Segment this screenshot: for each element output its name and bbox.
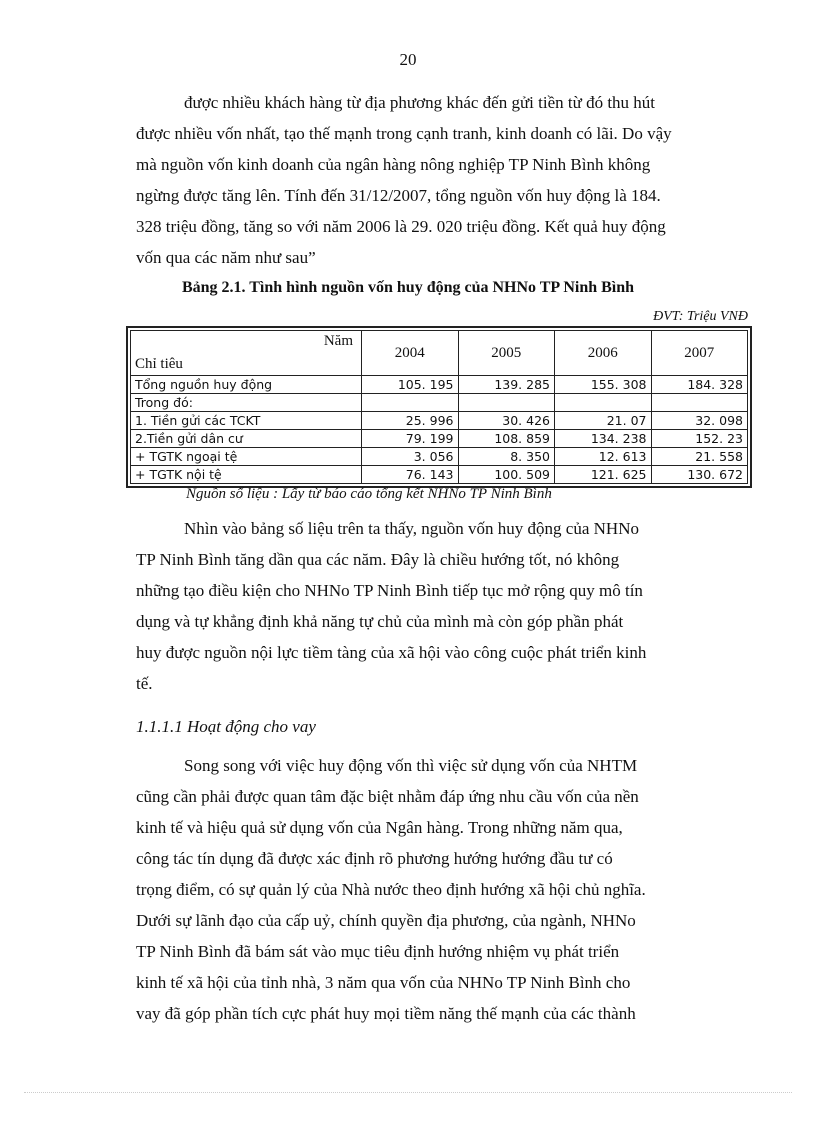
corner-indicator-label: Chỉ tiêu: [135, 356, 183, 372]
table-cell: 3. 056: [362, 448, 459, 466]
table-cell: 134. 238: [555, 430, 652, 448]
table-cell: [555, 394, 652, 412]
paragraph-line: TP Ninh Bình tăng dần qua các năm. Đây là chiều hướng tốt, nó không: [136, 550, 620, 569]
table-row: [131, 394, 748, 412]
paragraph-2: [136, 513, 720, 699]
paragraph-line: kinh tế và hiệu quả sử dụng vốn của Ngân hàng. Trong những năm qua,: [136, 818, 623, 837]
paragraph-line: Song song với việc huy động vốn thì việc sử dụng vốn của NHTM: [184, 756, 638, 775]
table-cell: 105. 195: [362, 376, 459, 394]
table-row: [131, 412, 748, 430]
row-label: 1. Tiền gửi các TCKT: [131, 412, 362, 430]
page-bottom-divider: [24, 1092, 792, 1093]
paragraph-line: Dưới sự lãnh đạo của cấp uỷ, chính quyền địa phương, của ngành, NHNo: [136, 911, 636, 930]
table-cell: 76. 143: [362, 466, 459, 484]
table-cell: 30. 426: [458, 412, 555, 430]
paragraph-1: [136, 87, 720, 273]
row-label: + TGTK ngoại tệ: [131, 448, 362, 466]
table-cell: 12. 613: [555, 448, 652, 466]
table-cell: 121. 625: [555, 466, 652, 484]
paragraph-line: kinh tế xã hội của tỉnh nhà, 3 năm qua vốn của NHNo TP Ninh Bình cho: [136, 973, 631, 992]
paragraph-line: những tạo điều kiện cho NHNo TP Ninh Bình tiếp tục mở rộng quy mô tín: [136, 581, 643, 600]
paragraph-line: Nhìn vào bảng số liệu trên ta thấy, nguồn vốn huy động của NHNo: [184, 519, 639, 538]
table-cell: 25. 996: [362, 412, 459, 430]
table-cell: 139. 285: [458, 376, 555, 394]
table-cell: [458, 394, 555, 412]
paragraph-line: dụng và tự khẳng định khả năng tự chủ của mình mà còn góp phần phát: [136, 612, 624, 631]
row-label: 2.Tiền gửi dân cư: [131, 430, 362, 448]
data-table: [130, 330, 748, 484]
paragraph-line: được nhiều khách hàng từ địa phương khác đến gửi tiền từ đó thu hút: [184, 93, 656, 112]
table-cell: 184. 328: [651, 376, 748, 394]
row-label: Tổng nguồn huy động: [131, 376, 362, 394]
paragraph-line: công tác tín dụng đã được xác định rõ phương hướng hướng đầu tư có: [136, 849, 613, 868]
section-heading: 1.1.1.1 Hoạt động cho vay: [136, 717, 316, 736]
paragraph-line: vốn qua các năm như sau”: [136, 248, 316, 267]
table-cell: 155. 308: [555, 376, 652, 394]
table-header-row: [131, 331, 748, 376]
year-header: 2007: [651, 331, 748, 376]
year-header: 2005: [458, 331, 555, 376]
table-row: [131, 430, 748, 448]
table-cell: 79. 199: [362, 430, 459, 448]
table-source-note: Nguồn số liệu : Lấy từ báo cáo tổng kết NHNo TP Ninh Bình: [186, 486, 552, 502]
table-cell: 21. 558: [651, 448, 748, 466]
year-header: 2004: [362, 331, 459, 376]
table-cell: 152. 23: [651, 430, 748, 448]
paragraph-3: [136, 750, 720, 1029]
row-label: + TGTK nội tệ: [131, 466, 362, 484]
paragraph-line: được nhiều vốn nhất, tạo thế mạnh trong cạnh tranh, kinh doanh có lãi. Do vậy: [136, 124, 672, 143]
table-cell: [362, 394, 459, 412]
capital-table: [126, 326, 752, 488]
year-header: 2006: [555, 331, 652, 376]
table-title: Bảng 2.1. Tình hình nguồn vốn huy động của NHNo TP Ninh Bình: [181, 279, 635, 296]
table-row: [131, 466, 748, 484]
table-row: [131, 376, 748, 394]
page-number: 20: [399, 50, 417, 69]
corner-year-label: Năm: [323, 333, 353, 349]
table-cell: 108. 859: [458, 430, 555, 448]
paragraph-line: mà nguồn vốn kinh doanh của ngân hàng nông nghiệp TP Ninh Bình không: [136, 155, 651, 174]
table-cell: 130. 672: [651, 466, 748, 484]
paragraph-line: vay đã góp phần tích cực phát huy mọi tiềm năng thế mạnh của các thành: [136, 1004, 636, 1023]
table-unit: ĐVT: Triệu VNĐ: [653, 309, 748, 324]
paragraph-line: tế.: [136, 674, 153, 693]
corner-cell: [131, 331, 362, 376]
table-cell: 8. 350: [458, 448, 555, 466]
table-cell: 100. 509: [458, 466, 555, 484]
paragraph-line: TP Ninh Bình đã bám sát vào mục tiêu định hướng nhiệm vụ phát triển: [136, 942, 620, 961]
paragraph-line: cũng cần phải được quan tâm đặc biệt nhằm đáp ứng nhu cầu vốn của nền: [136, 787, 639, 806]
table-cell: [651, 394, 748, 412]
table-row: [131, 448, 748, 466]
table-cell: 21. 07: [555, 412, 652, 430]
paragraph-line: 328 triệu đồng, tăng so với năm 2006 là 29. 020 triệu đồng. Kết quả huy động: [136, 217, 666, 236]
paragraph-line: trọng điểm, có sự quản lý của Nhà nước theo định hướng xã hội chủ nghĩa.: [136, 880, 646, 899]
table-cell: 32. 098: [651, 412, 748, 430]
row-label: Trong đó:: [131, 394, 362, 412]
paragraph-line: ngừng được tăng lên. Tính đến 31/12/2007, tổng nguồn vốn huy động là 184.: [136, 186, 661, 205]
paragraph-line: huy được nguồn nội lực tiềm tàng của xã hội vào công cuộc phát triển kinh: [136, 643, 647, 662]
